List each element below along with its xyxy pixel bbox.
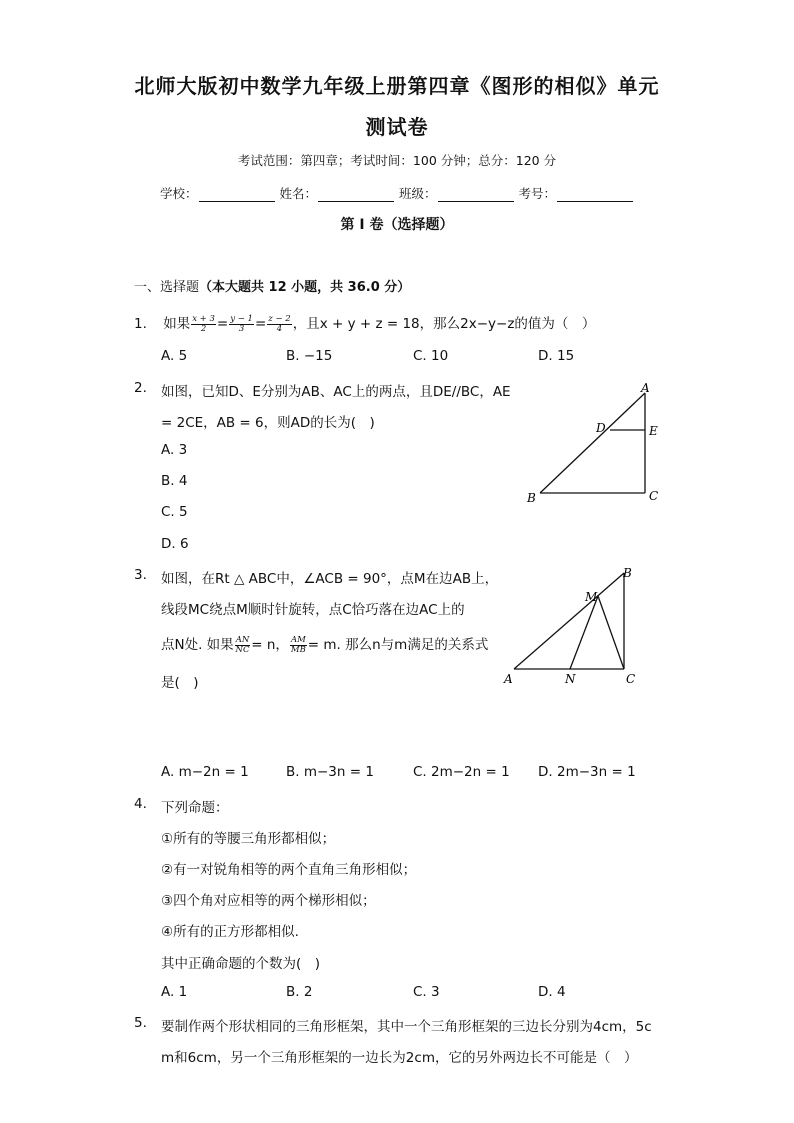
section-detail: （本大题共 12 小题，共 36.0 分）	[199, 280, 411, 295]
q1-option-a[interactable]: A. 5	[161, 348, 188, 364]
q2-option-b[interactable]: B. 4	[161, 473, 188, 489]
q3-line2: 线段MC绕点M顺时针旋转，点C恰巧落在边AC上的	[161, 602, 465, 618]
q3-option-d[interactable]: D. 2m−3n = 1	[538, 764, 636, 780]
q4-ask: 其中正确命题的个数为( )	[161, 956, 321, 972]
exam-no-field[interactable]	[557, 188, 633, 202]
q3-line3-tail: = m. 那么n与m满足的关系式	[307, 637, 489, 653]
q3-segment-mc	[598, 596, 624, 669]
q5-number: 5.	[134, 1015, 147, 1031]
q3-figure	[498, 563, 648, 693]
q2-option-c[interactable]: C. 5	[161, 504, 188, 520]
q2-label-c: C	[649, 489, 659, 503]
q4-item-3: ③四个角对应相等的两个梯形相似；	[161, 893, 376, 909]
school-label: 学校：	[160, 186, 198, 201]
q4-option-b[interactable]: B. 2	[286, 984, 313, 1000]
q1-fraction-2: $\frac{y - 1}{3}$	[230, 313, 253, 334]
q2-figure	[520, 378, 670, 508]
q4-intro: 下列命题：	[161, 800, 229, 816]
q3-label-n: N	[565, 672, 576, 686]
name-label: 姓名：	[279, 186, 318, 201]
q4-option-c[interactable]: C. 3	[413, 984, 440, 1000]
q2-line2: = 2CE，AB = 6，则AD的长为( )	[161, 415, 375, 431]
q2-number: 2.	[134, 380, 147, 396]
q3-label-a: A	[504, 672, 513, 686]
name-field[interactable]	[318, 188, 394, 202]
page-title-line2: 测试卷	[365, 115, 429, 139]
q1-option-c[interactable]: C. 10	[413, 348, 449, 364]
q3-label-b: B	[623, 566, 632, 580]
q4-option-d[interactable]: D. 4	[538, 984, 566, 1000]
q1-fraction-1: $\frac{x + 3}{2}$	[192, 313, 215, 334]
section-heading	[134, 276, 410, 295]
q3-option-c[interactable]: C. 2m−2n = 1	[413, 764, 510, 780]
q5-line2: m和6cm，另一个三角形框架的一边长为2cm，它的另外两边长不可能是（ ）	[161, 1050, 638, 1066]
q3-fraction-1: $\frac{AN}{NC}$	[235, 634, 250, 655]
volume-heading: 第 I 卷（选择题）	[340, 217, 454, 233]
q2-label-e: E	[649, 424, 658, 438]
school-field[interactable]	[199, 188, 275, 202]
q2-line1: 如图，已知D、E分别为AB、AC上的两点，且DE//BC，AE	[161, 384, 511, 400]
q2-option-d[interactable]: D. 6	[161, 536, 189, 552]
class-field[interactable]	[438, 188, 514, 202]
student-info-row	[160, 184, 634, 202]
page-title-line1: 北师大版初中数学九年级上册第四章《图形的相似》单元	[134, 74, 660, 98]
q2-option-a[interactable]: A. 3	[161, 442, 188, 458]
q3-option-b[interactable]: B. m−3n = 1	[286, 764, 374, 780]
q4-item-2: ②有一对锐角相等的两个直角三角形相似；	[161, 862, 417, 878]
question-1: 1. 如果 $\frac{x + 3}{2}$ = $\frac{y - 1}{3}$ = $\frac{z - 2}{4}$ ，且x + y + z = 18，那么2x−y−z的值为（ ）	[134, 313, 596, 334]
q3-line4: 是( )	[161, 675, 199, 691]
q3-line1: 如图，在Rt △ ABC中，∠ACB = 90°，点M在边AB上，	[161, 571, 499, 587]
q2-label-a: A	[641, 381, 650, 395]
q3-line3-lead: 点N处. 如果	[161, 637, 234, 653]
class-label: 班级：	[399, 186, 437, 201]
q1-option-d[interactable]: D. 15	[538, 348, 575, 364]
q2-label-d: D	[596, 421, 606, 435]
q3-number: 3.	[134, 567, 147, 583]
q4-number: 4.	[134, 796, 147, 812]
q4-option-a[interactable]: A. 1	[161, 984, 188, 1000]
q1-condition: ，且x + y + z = 18，那么2x−y−z的值为（ ）	[292, 316, 596, 332]
q1-lead: 如果	[163, 316, 191, 332]
q2-label-b: B	[527, 491, 536, 505]
q3-segment-mn	[570, 596, 598, 669]
q4-item-4: ④所有的正方形都相似.	[161, 924, 299, 940]
q3-mid: = n，	[251, 637, 289, 653]
q5-line1: 要制作两个形状相同的三角形框架，其中一个三角形框架的三边长分别为4cm，5c	[161, 1019, 652, 1035]
q3-option-a[interactable]: A. m−2n = 1	[161, 764, 249, 780]
q3-label-m: M	[585, 590, 598, 604]
q3-fraction-2: $\frac{AM}{MB}$	[290, 634, 306, 655]
q1-option-b[interactable]: B. −15	[286, 348, 333, 364]
q1-number: 1.	[134, 316, 147, 332]
exam-info: 考试范围：第四章；考试时间：100 分钟；总分：120 分	[237, 153, 557, 168]
q4-item-1: ①所有的等腰三角形都相似；	[161, 831, 336, 847]
q2-segment-ab	[540, 393, 645, 493]
q3-line3	[161, 633, 488, 655]
q3-label-c: C	[626, 672, 636, 686]
section-prefix: 一、选择题	[134, 280, 200, 295]
q1-fraction-3: $\frac{z - 2}{4}$	[268, 313, 291, 334]
exam-no-label: 考号：	[518, 186, 557, 201]
